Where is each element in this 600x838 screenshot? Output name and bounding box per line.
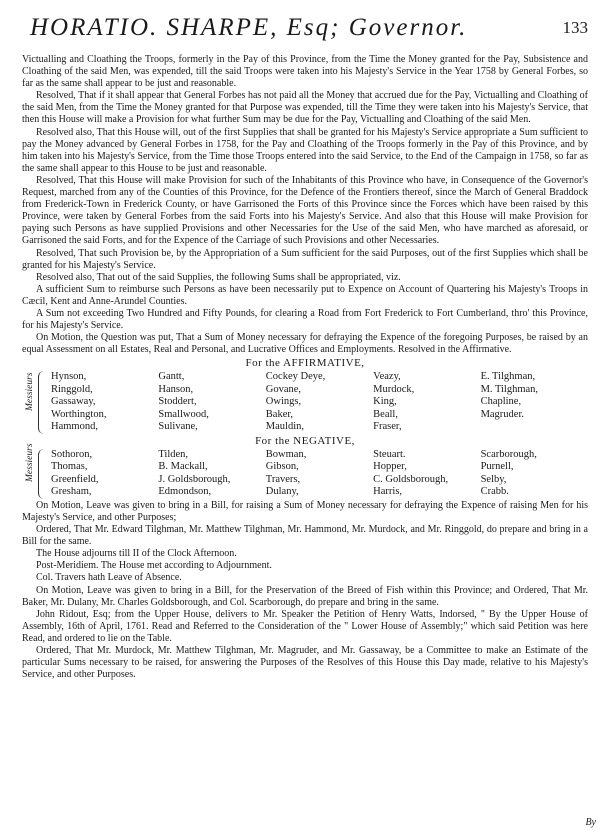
paragraph: Ordered, That Mr. Murdock, Mr. Matthew Tilghman, Mr. Magruder, and Mr. Gassaway, be a Committee to make an Estimate of the particular Sums necessary to be raised, for answering the Purposes of the Resolves of this House this Day made, relative to his Majesty's Service, and other Purposes. [22, 644, 588, 681]
member-name: M. Tilghman, [480, 383, 539, 395]
member-name: King, [373, 396, 397, 408]
paragraph: Resolved also, That this House will, out of the first Supplies that shall be granted for his Majesty's Service appropriate a Sum sufficient to pay the Money advanced by General Forbes in 1758, for the Pay and Cloathing of the Troops formerly in the Pay of this Province, and by him taken into his Majesty's Service, from the Time those Troops entered into the said Service, to the End of the Campaign in 1758, so far as the same shall appear to this House to be just and reasonable. [22, 126, 588, 174]
paragraph: Resolved, That if it shall appear that General Forbes has not paid all the Money that accrued due for the Pay, Victualling and Cloathing of the said Men, from the Time the Money granted for that Purpose was expended, till the Time they were taken into his Majesty's Service, that then this House will make a Provision for what further Sum may be due for the Pay, Victualling and Cloathing of the said Men. [22, 90, 588, 126]
member-name: Sulivane, [158, 421, 198, 433]
member-name: Hynson, [51, 371, 87, 383]
page-number: 133 [562, 18, 588, 37]
paragraph: A Sum not exceeding Two Hundred and Fifty Pounds, for clearing a Road from Fort Frederick to Fort Cumberland, thro' this Province, for his Majesty's Service. [22, 307, 588, 332]
member-name: Worthington, [51, 408, 107, 420]
member-name: Hopper, [373, 461, 407, 473]
document-page [22, 14, 588, 681]
name-column [481, 371, 588, 434]
member-name: Scarborough, [480, 448, 537, 460]
member-name: J. Goldsborough, [158, 473, 231, 485]
member-name: Travers, [265, 473, 301, 485]
brace [38, 371, 47, 434]
name-column [266, 371, 373, 434]
member-name: Gantt, [158, 371, 185, 383]
member-name: Magruder. [480, 408, 525, 420]
paragraph: On Motion, the Question was put, That a Sum of Money necessary for defraying the Expence of the foregoing Purposes, be raised by an equal Assessment on all Estates, Real and Personal, and Lucrative Offices and Employments. Resolved in the Affirmative. [22, 332, 588, 356]
member-name: Hanson, [158, 383, 194, 395]
member-name: Beall, [373, 408, 398, 420]
name-column [373, 371, 480, 434]
member-name: Govane, [265, 383, 302, 395]
name-column [158, 449, 265, 499]
member-name: Owings, [265, 396, 302, 408]
paragraph: Resolved, That such Provision be, by the Appropriation of a Sum sufficient for the said Purposes, out of the first Supplies which shall be granted for his Majesty's Service. [22, 247, 588, 271]
member-name: Stoddert, [158, 396, 197, 408]
paragraph: Resolved also, That out of the said Supplies, the following Sums shall be appropriated, viz. [36, 271, 401, 283]
member-name: Gresham, [51, 486, 92, 498]
member-name: Gibson, [265, 461, 299, 473]
paragraph: Resolved, That this House will make Provision for such of the Inhabitants of this Province who have, in Consequence of the Governor's Request, marched from any of the Counties of this Province, for the Defence of the Frontiers thereof, since the March of General Braddock from Frederick-Town in Frederick County, or have Garrisoned the Forts of this Province since the Forces which have been raised by this Province, were taken by General Forbes from the said Forts into his Majesty's Service. And also that this House will make Provision for paying such Persons as have supplied Provisions and other Necessaries for the Use of the said Men, who have marched as aforesaid, or Garrisoned the said Forts, and for the Expence of the Carriage of such Provisions and other Necessaries. [22, 174, 588, 247]
paragraph: Victualling and Cloathing the Troops, formerly in the Pay of this Province, from the Time the Money granted for the Pay, Subsistence and Cloathing of the said Men, was expended, till the said Troops were taken into his Majesty's Service in the Year 1758 by General Forbes, so far as the same shall appear to be just and reasonable. [22, 54, 588, 90]
member-name: Murdock, [373, 383, 415, 395]
member-name: Bowman, [265, 448, 307, 460]
member-name: Dulany, [265, 486, 299, 498]
paragraph: Col. Travers hath Leave of Absence. [36, 572, 182, 584]
paragraph: The House adjourns till II of the Clock Afternoon. [36, 548, 237, 560]
member-name: E. Tilghman, [480, 371, 536, 383]
member-name: Fraser, [373, 421, 402, 433]
page-header [22, 14, 588, 54]
name-column [158, 371, 265, 434]
brace [38, 449, 47, 499]
member-name: Hammond, [51, 421, 98, 433]
paragraph: Ordered, That Mr. Edward Tilghman, Mr. Matthew Tilghman, Mr. Hammond, Mr. Murdock, and Mr. Ringgold, do prepare and bring in a Bill for the same. [22, 524, 588, 548]
name-column [481, 449, 588, 499]
affirmative-vote-list [22, 371, 588, 434]
body-top [22, 54, 588, 356]
name-column [51, 371, 158, 434]
member-name: B. Mackall, [158, 461, 208, 473]
member-name: Baker, [265, 408, 294, 420]
member-name: Veazy, [373, 371, 401, 383]
member-name: Mauldin, [265, 421, 304, 433]
affirmative-heading: For the AFFIRMATIVE, [245, 357, 365, 370]
member-name: Greenfield, [51, 473, 99, 485]
member-name: Crabb. [480, 486, 509, 498]
member-name: Sothoron, [51, 448, 93, 460]
paragraph: A sufficient Sum to reimburse such Persons as have been necessarily put to Expence on Account of Quartering his Majesty's Troops in Cæcil, Kent and Anne-Arundel Counties. [22, 283, 588, 307]
member-name: Harris, [373, 486, 403, 498]
member-name: Selby, [480, 473, 507, 485]
paragraph: On Motion, Leave was given to bring in a Bill, for raising a Sum of Money necessary for defraying the Expence of raising Men for his Majesty's Service, and other Purposes; [22, 499, 588, 523]
side-label: Messieurs [24, 372, 35, 411]
paragraph: John Ridout, Esq; from the Upper House, delivers to Mr. Speaker the Petition of Henry Watts, Indorsed, " By the Upper House of Assembly, 16th of April, 1761. Read and Referred to the Consideration of the " Lower House of Assembly;" which said Petition was here Read, and ordered to lie on the Table. [22, 608, 588, 644]
member-name: C. Goldsborough, [373, 473, 449, 485]
running-title: HORATIO. SHARPE, Esq; Governor. [30, 14, 468, 41]
member-name: Ringgold, [51, 383, 93, 395]
name-column [266, 449, 373, 499]
member-name: Steuart. [373, 448, 406, 460]
body-bottom [22, 500, 588, 681]
member-name: Smallwood, [158, 408, 209, 420]
member-name: Purnell, [480, 461, 514, 473]
member-name: Chapline, [480, 396, 522, 408]
name-column [373, 449, 480, 499]
negative-vote-list [22, 443, 588, 499]
paragraph: Post-Meridiem. The House met according to Adjournment. [36, 560, 272, 572]
member-name: Tilden, [158, 448, 189, 460]
name-column [51, 449, 158, 499]
negative-heading: For the NEGATIVE, [255, 434, 355, 447]
paragraph: On Motion, Leave was given to bring in a Bill, for the Preservation of the Breed of Fish within this Province; and Ordered, That Mr. Baker, Mr. Dulany, Mr. Charles Goldsborough, and Col. Scarborough, do prepare and bring in the same. [22, 584, 588, 608]
side-label: Messieurs [24, 443, 35, 482]
catchword: By [585, 817, 596, 828]
member-name: Edmondson, [158, 486, 212, 498]
member-name: Cockey Deye, [265, 371, 326, 383]
member-name: Thomas, [51, 461, 88, 473]
member-name: Gassaway, [51, 396, 96, 408]
